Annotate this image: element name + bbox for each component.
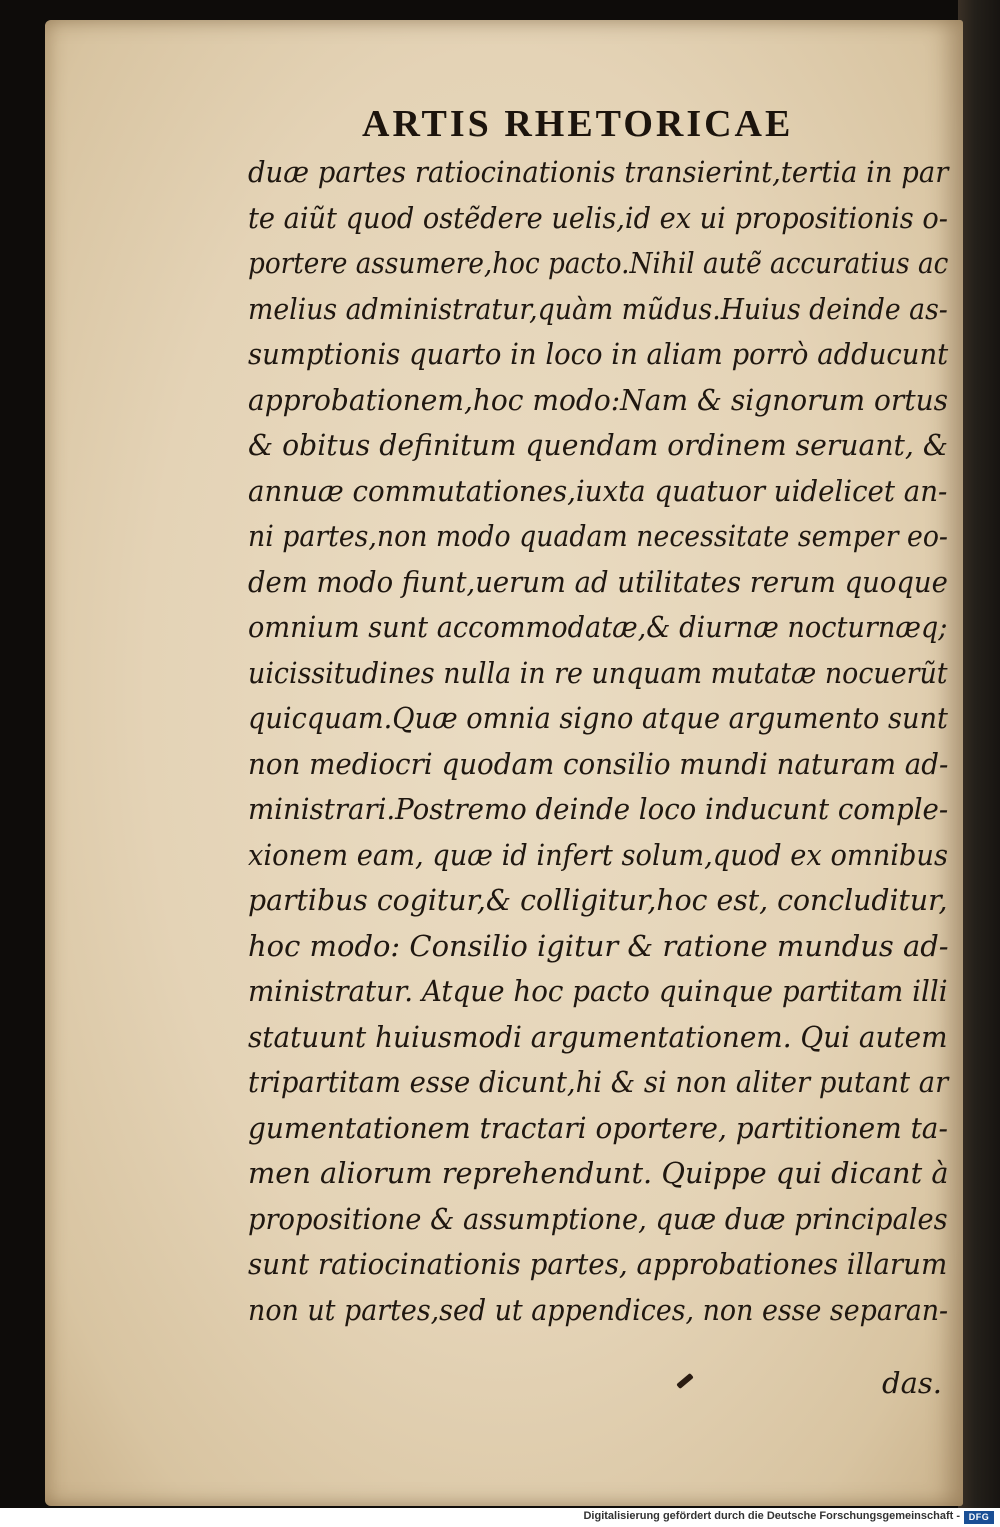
text-line: & obitus definitum quendam ordinem seruant, & [248, 428, 948, 462]
text-line: sumptionis quarto in loco in aliam porrò adducunt [248, 337, 949, 371]
text-line: melius administratur,quàm mũdus.Huius deinde as- [248, 291, 948, 326]
text-line: uicissitudines nulla in re unquam mutatæ nocuerũt [248, 655, 948, 690]
page-text [248, 150, 958, 1333]
text-line: omnium sunt accommodatæ,& diurnæ nocturnæq; [248, 610, 948, 644]
text-line: approbationem,hoc modo:Nam & signorum ortus [248, 382, 949, 417]
text-line: ministrari.Postremo deinde loco inducunt comple- [248, 792, 949, 826]
text-line: men aliorum reprehendunt. Quippe qui dicant à [248, 1156, 949, 1190]
text-line: ministratur. Atque hoc pacto quinque partitam illi [248, 974, 948, 1008]
text-line: hoc modo: Consilio igitur & ratione mundus ad- [248, 928, 949, 963]
text-line: non mediocri quodam consilio mundi naturam ad- [248, 746, 949, 781]
running-head: ARTIS RHETORICAE [362, 103, 794, 145]
text-line: te aiũt quod ostẽdere uelis,id ex ui propositionis o- [248, 200, 948, 235]
text-line: duæ partes ratiocinationis transierint,tertia in par [248, 155, 949, 189]
footer-bar [0, 1508, 1000, 1527]
text-line: ni partes,non modo quadam necessitate semper eo- [248, 519, 948, 553]
text-line: dem modo fiunt,uerum ad utilitates rerum quoque [248, 564, 948, 599]
text-line: statuunt huiusmodi argumentationem. Qui autem [248, 1019, 948, 1054]
text-line: xionem eam, quæ id infert solum,quod ex omnibus [248, 837, 948, 872]
text-line: partibus cogitur,& colligitur,hoc est, concluditur, [248, 883, 948, 917]
text-line: non ut partes,sed ut appendices, non esse separan- [248, 1292, 949, 1327]
catchword: das. [882, 1366, 942, 1400]
text-line: sunt ratiocinationis partes, approbationes illarum [248, 1247, 948, 1281]
text-line: annuæ commutationes,iuxta quatuor uidelicet an- [248, 473, 948, 508]
book-edge [958, 0, 1000, 1508]
text-line: portere assumere,hoc pacto.Nihil autẽ accuratius ac [248, 246, 949, 280]
text-line: tripartitam esse dicunt,hi & si non aliter putant ar [248, 1065, 949, 1099]
text-line: quicquam.Quæ omnia signo atque argumento sunt [248, 701, 948, 735]
dfg-logo: DFG [964, 1511, 994, 1524]
text-line: gumentationem tractari oportere, partitionem ta- [248, 1110, 948, 1145]
text-line: propositione & assumptione, quæ duæ principales [248, 1201, 948, 1236]
footer-credit: Digitalisierung gefördert durch die Deutsche Forschungsgemeinschaft - [583, 1510, 960, 1522]
